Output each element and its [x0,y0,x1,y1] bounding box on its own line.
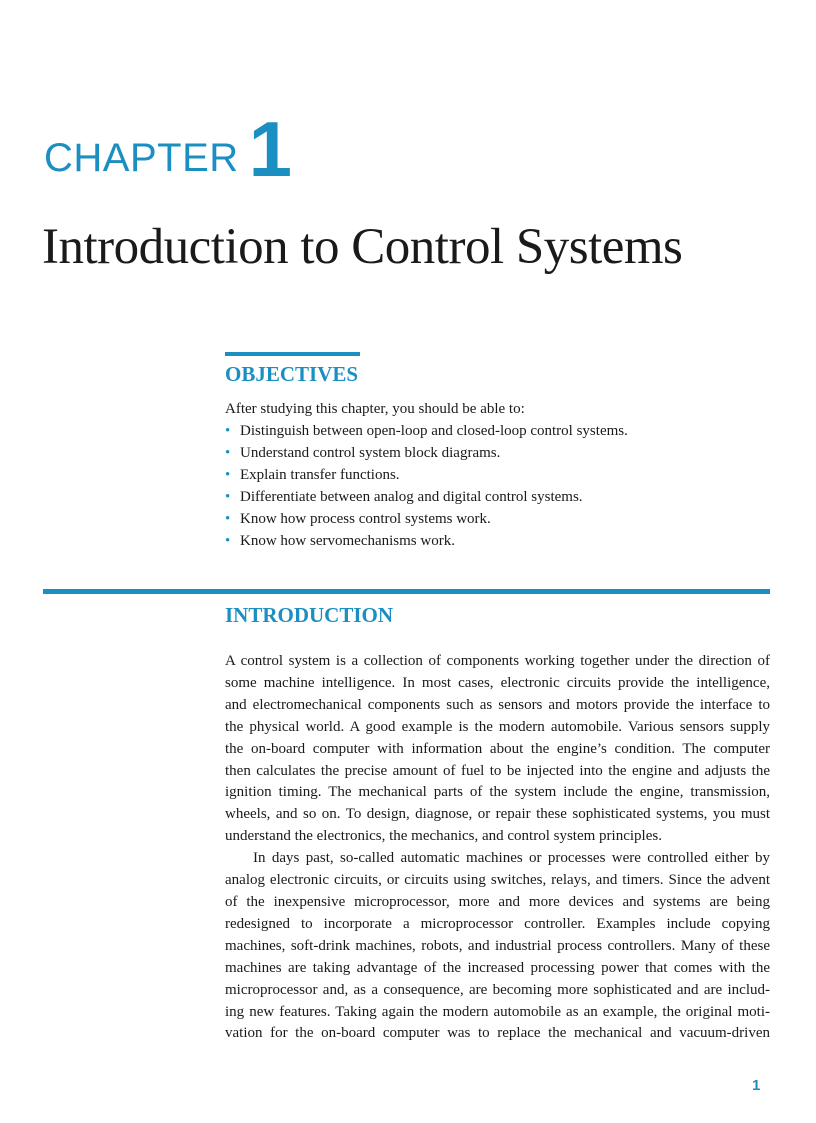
body-line: redesigned to incorporate a microprocessor controller. Examples include copying [225,915,770,932]
chapter-word: CHAPTER [44,136,239,180]
body-line: wheels, and so on. To design, diagnose, or repair these sophisticated systems, you must [225,806,770,823]
bullet-icon: • [225,533,231,549]
body-line: ing new features. Taking again the modern automobile as an example, the original moti- [225,1003,770,1020]
objective-item [225,508,628,530]
objectives-heading: OBJECTIVES [225,362,359,386]
objective-item [225,442,628,464]
objective-item [225,420,628,442]
body-line: analog electronic circuits, or circuits using switches, relays, and timers. Since the advent [225,872,770,889]
bullet-icon: • [225,445,231,461]
page-number: 1 [752,1077,761,1094]
body-line: and electromechanical components such as sensors and motors provide the interface to [225,696,770,713]
body-line: then calculates the precise amount of fuel to be injected into the engine and adjusts the [225,762,770,779]
body-line: of the inexpensive microprocessor, more and more devices and systems are being [225,893,770,910]
bullet-icon: • [225,511,231,527]
objectives-intro: After studying this chapter, you should be able to: [225,401,525,417]
objective-text: Know how servomechanisms work. [240,533,455,549]
objective-text: Distinguish between open-loop and closed-loop control systems. [240,423,628,439]
body-line: vation for the on-board computer was to replace the mechanical and vacuum-driven [225,1025,770,1042]
body-line: the on-board computer with information about the engine’s condition. The computer [225,740,770,757]
body-line: some machine intelligence. In most cases, electronic circuits provide the intelligence, [225,674,770,691]
objective-text: Know how process control systems work. [240,511,491,527]
bullet-icon: • [225,489,231,505]
body-line: microprocessor and, as a consequence, are becoming more sophisticated and are includ- [225,981,770,998]
body-line: understand the electronics, the mechanics, and control system principles. [225,828,662,845]
objective-item [225,530,628,552]
body-line: machines, soft-drink machines, robots, and industrial process controllers. Many of these [225,937,770,954]
introduction-body [225,651,770,1045]
body-line: In days past, so-called automatic machines or processes were controlled either by [253,850,770,867]
body-line: ignition timing. The mechanical parts of the system include the engine, transmission, [225,784,770,801]
objectives-list [225,420,628,552]
body-line: machines are taking advantage of the increased processing power that comes with the [225,959,770,976]
introduction-heading: INTRODUCTION [225,603,394,627]
body-line: the physical world. A good example is the modern automobile. Various sensors supply [225,718,770,735]
bullet-icon: • [225,467,231,483]
objective-item [225,486,628,508]
objective-text: Understand control system block diagrams. [240,445,501,461]
objectives-rule [225,352,360,356]
section-divider [43,589,770,594]
body-line: A control system is a collection of components working together under the direction of [225,653,770,669]
bullet-icon: • [225,423,231,439]
objective-text: Differentiate between analog and digital control systems. [240,489,583,505]
chapter-label [44,100,293,193]
chapter-title: Introduction to Control Systems [42,219,683,275]
objective-item [225,464,628,486]
objective-text: Explain transfer functions. [240,467,400,483]
chapter-number: 1 [248,104,293,193]
